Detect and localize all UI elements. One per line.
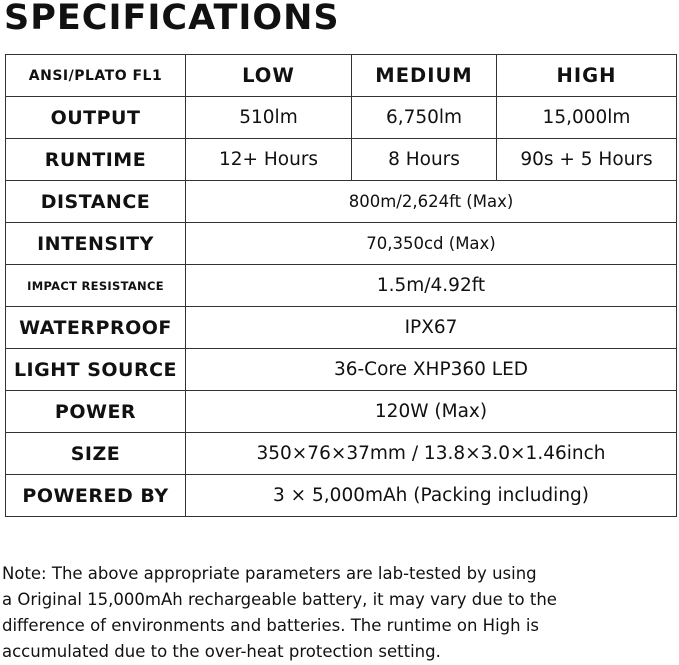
table-row-size xyxy=(6,433,677,475)
power-value: 120W (Max) xyxy=(186,391,677,433)
distance-label: DISTANCE xyxy=(6,181,186,223)
runtime-high: 90s + 5 Hours xyxy=(497,139,677,181)
table-row-intensity xyxy=(6,223,677,265)
runtime-low: 12+ Hours xyxy=(186,139,352,181)
table-row-runtime xyxy=(6,139,677,181)
table-header-row xyxy=(6,55,677,97)
table-row-distance xyxy=(6,181,677,223)
table-row-waterproof xyxy=(6,307,677,349)
table-row-powered-by xyxy=(6,475,677,517)
page-title: SPECIFICATIONS xyxy=(4,0,340,38)
table-row-light-source xyxy=(6,349,677,391)
output-low: 510lm xyxy=(186,97,352,139)
impact-label: IMPACT RESISTANCE xyxy=(6,265,186,307)
impact-value: 1.5m/4.92ft xyxy=(186,265,677,307)
size-value: 350×76×37mm / 13.8×3.0×1.46inch xyxy=(186,433,677,475)
runtime-label: RUNTIME xyxy=(6,139,186,181)
output-medium: 6,750lm xyxy=(352,97,497,139)
light-source-value: 36-Core XHP360 LED xyxy=(186,349,677,391)
light-source-label: LIGHT SOURCE xyxy=(6,349,186,391)
table-row-power xyxy=(6,391,677,433)
intensity-value: 70,350cd (Max) xyxy=(186,223,677,265)
standard-header: ANSI/PLATO FL1 xyxy=(6,55,186,97)
battery-note xyxy=(2,561,679,665)
table-row-output xyxy=(6,97,677,139)
specifications-table xyxy=(5,54,677,517)
waterproof-label: WATERPROOF xyxy=(6,307,186,349)
output-label: OUTPUT xyxy=(6,97,186,139)
note-line: Note: The above appropriate parameters are lab-tested by using xyxy=(2,564,537,583)
note-line: a Original 15,000mAh rechargeable battery, it may vary due to the xyxy=(2,590,557,609)
waterproof-value: IPX67 xyxy=(186,307,677,349)
powered-by-label: POWERED BY xyxy=(6,475,186,517)
size-label: SIZE xyxy=(6,433,186,475)
note-line: difference of environments and batteries. The runtime on High is xyxy=(2,616,540,635)
note-line: accumulated due to the over-heat protection setting. xyxy=(2,642,441,661)
mode-header-low: LOW xyxy=(186,55,352,97)
mode-header-medium: MEDIUM xyxy=(352,55,497,97)
intensity-label: INTENSITY xyxy=(6,223,186,265)
runtime-medium: 8 Hours xyxy=(352,139,497,181)
distance-value: 800m/2,624ft (Max) xyxy=(186,181,677,223)
powered-by-value: 3 × 5,000mAh (Packing including) xyxy=(186,475,677,517)
output-high: 15,000lm xyxy=(497,97,677,139)
mode-header-high: HIGH xyxy=(497,55,677,97)
power-label: POWER xyxy=(6,391,186,433)
table-row-impact xyxy=(6,265,677,307)
